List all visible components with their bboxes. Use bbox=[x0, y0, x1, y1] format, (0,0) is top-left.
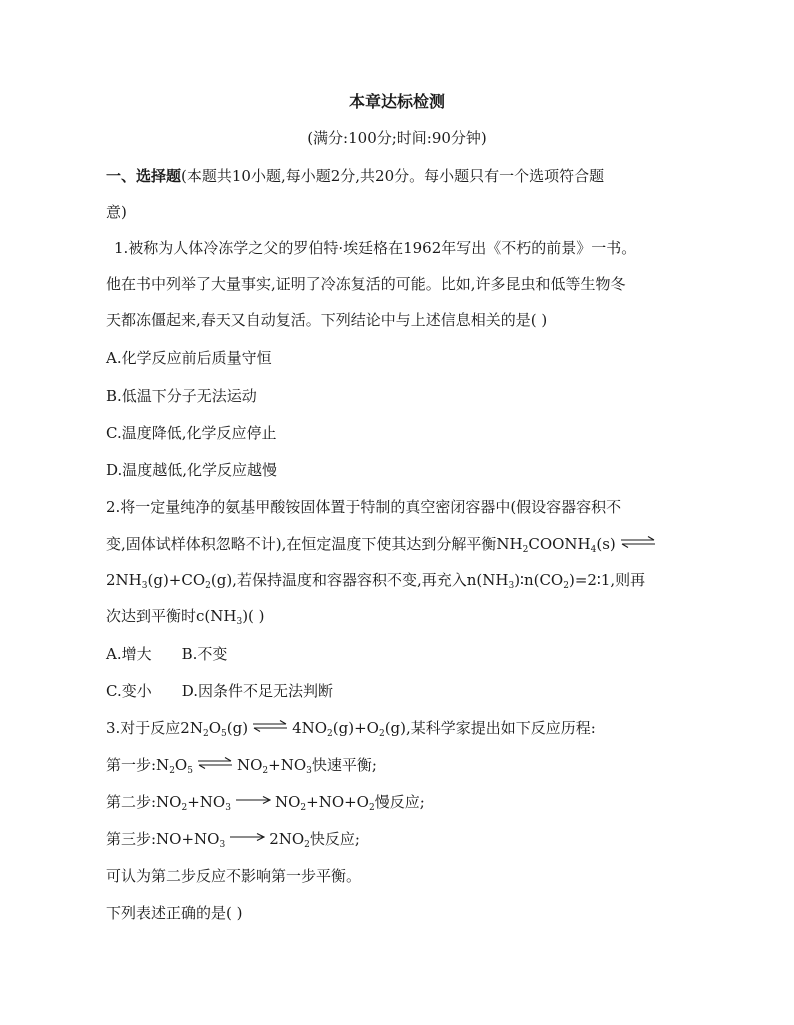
right-arrow-icon bbox=[235, 794, 271, 806]
q3-note: 可认为第二步反应不影响第一步平衡。 bbox=[106, 867, 362, 885]
q1-option-a: A.化学反应前后质量守恒 bbox=[106, 349, 272, 367]
q3-line1: 3.对于反应$2N_2O_5(g)$ $4NO_2(g)+O_2(g)$,某科学家提出如下反应历程: bbox=[106, 719, 596, 739]
q2-option-a: A.增大 bbox=[106, 645, 152, 663]
q2-options-ab bbox=[106, 644, 227, 664]
q3-step2: 第二步$:NO_2+NO_3$ $NO_2+NO+O_2$慢反应; bbox=[106, 793, 425, 813]
q2-option-d: D.因条件不足无法判断 bbox=[181, 682, 333, 700]
q1-line3: 天都冻僵起来,春天又自动复活。下列结论中与上述信息相关的是( ) bbox=[106, 311, 548, 329]
score-info: (满分:100分;时间:90分钟) bbox=[307, 129, 487, 147]
equilibrium-arrow-icon bbox=[620, 536, 656, 548]
q2-options-cd bbox=[106, 681, 333, 701]
q1-line2: 他在书中列举了大量事实,证明了冷冻复活的可能。比如,许多昆虫和低等生物冬 bbox=[106, 275, 626, 293]
q2-line1: 2.将一定量纯净的氨基甲酸铵固体置于特制的真空密闭容器中(假设容器容积不 bbox=[106, 498, 622, 516]
q3-step1: 第一步$:N_2O_5$ $NO_2+NO_3$快速平衡; bbox=[106, 756, 377, 776]
q1-option-b: B.低温下分子无法运动 bbox=[106, 387, 257, 405]
q2-line4: 次达到平衡时$c(NH_3)$( ) bbox=[106, 607, 265, 627]
section-title: 一、选择题 bbox=[106, 167, 182, 185]
q2-option-c: C.变小 bbox=[106, 682, 152, 700]
q2-line3: $2NH_3(g)+CO_2(g)$,若保持温度和容器容积不变,再充入$n(NH_3)∶n(CO_2)=2∶1$,则再 bbox=[106, 571, 646, 591]
right-arrow-icon bbox=[229, 831, 265, 843]
equilibrium-arrow-icon bbox=[197, 757, 233, 769]
section-desc-cont: 意) bbox=[106, 203, 127, 221]
section-desc: (本题共10小题,每小题2分,共20分。每小题只有一个选项符合题 bbox=[181, 167, 605, 185]
q3-step3: 第三步$:NO+NO_3$ $2NO_2$快反应; bbox=[106, 830, 360, 850]
section-heading bbox=[106, 166, 604, 186]
equilibrium-arrow-icon bbox=[252, 720, 288, 732]
q2-line2: 变,固体试样体积忽略不计),在恒定温度下使其达到分解平衡$NH_2COONH_4(s)$ bbox=[106, 534, 660, 554]
q3-ask: 下列表述正确的是( ) bbox=[106, 904, 243, 922]
q1-option-d: D.温度越低,化学反应越慢 bbox=[106, 461, 278, 479]
page-title: 本章达标检测 bbox=[348, 92, 445, 111]
q1-line1: 1.被称为人体冷冻学之父的罗伯特·埃廷格在1962年写出《不朽的前景》一书。 bbox=[114, 239, 637, 257]
q2-option-b: B.不变 bbox=[181, 645, 228, 663]
q1-option-c: C.温度降低,化学反应停止 bbox=[106, 424, 277, 442]
